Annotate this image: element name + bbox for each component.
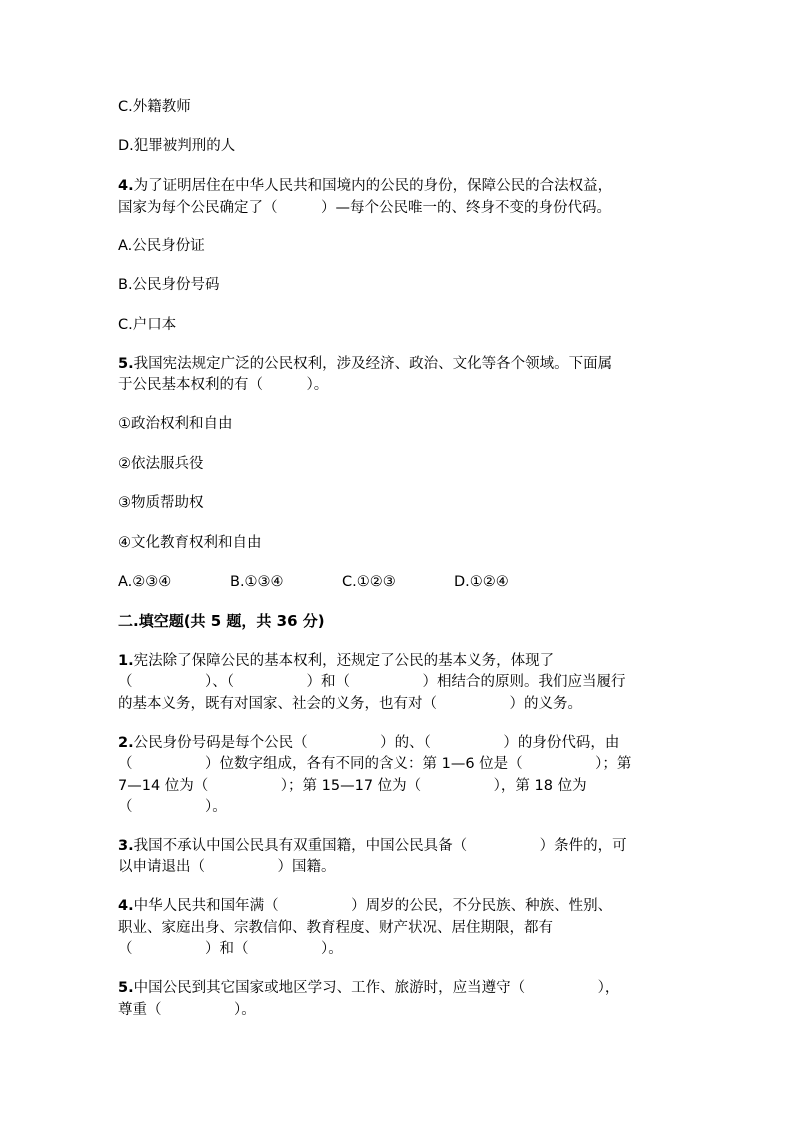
question-number: 1.: [118, 653, 134, 669]
stem-line: 我国不承认中国公民具有双重国籍，中国公民具备（ ）条件的，可: [133, 838, 627, 854]
stem-line: 宪法除了保障公民的基本权利，还规定了公民的基本义务，体现了: [133, 653, 555, 669]
stem-line: 中国公民到其它国家或地区学习、工作、旅游时，应当遵守（ ），: [133, 980, 620, 996]
question-stem: [118, 978, 619, 998]
question-stem: [118, 733, 619, 753]
option-d: D.①②④: [454, 574, 509, 590]
section-title: 二.填空题(共 5 题，共 36 分): [118, 612, 325, 630]
stem-line: 职业、家庭出身、宗教信仰、教育程度、财产状况、居住期限，都有: [118, 920, 553, 936]
option-c: C.①②③: [342, 574, 396, 590]
statement-1: ①政治权利和自由: [118, 416, 233, 432]
option-d: D.犯罪被判刑的人: [118, 138, 236, 154]
question-number: 4.: [118, 178, 134, 194]
option-a: A.公民身份证: [118, 238, 205, 254]
stem-line: 7—14 位为（ ）；第 15—17 位为（ ），第 18 位为: [118, 778, 587, 794]
option-c: C.外籍教师: [118, 99, 191, 115]
stem-line: 以申请退出（ ）国籍。: [118, 859, 336, 875]
stem-line: 公民身份号码是每个公民（ ）的、（ ）的身份代码，由: [133, 735, 620, 751]
stem-line: 我国宪法规定广泛的公民权利，涉及经济、政治、文化等各个领域。下面属: [133, 356, 613, 372]
options-row: [118, 572, 566, 592]
stem-line: 于公民基本权利的有（ ）。: [118, 377, 329, 393]
stem-line: （ ）和（ ）。: [118, 941, 343, 957]
question-number: 4.: [118, 898, 134, 914]
statement-2: ②依法服兵役: [118, 456, 204, 472]
option-b: B.①③④: [230, 574, 284, 590]
statement-3: ③物质帮助权: [118, 495, 204, 511]
question-number: 3.: [118, 838, 134, 854]
question-number: 5.: [118, 356, 134, 372]
stem-line: 尊重（ ）。: [118, 1002, 256, 1018]
stem-line: 的基本义务，既有对国家、社会的义务，也有对（ ）的义务。: [118, 696, 582, 712]
question-stem: [118, 896, 612, 916]
statement-4: ④文化教育权利和自由: [118, 535, 262, 551]
stem-line: （ ）。: [118, 799, 227, 815]
question-number: 2.: [118, 735, 134, 751]
question-stem: [118, 836, 627, 856]
option-c: C.户口本: [118, 317, 177, 333]
question-number: 5.: [118, 980, 134, 996]
stem-line: 中华人民共和国年满（ ）周岁的公民，不分民族、种族、性别、: [133, 898, 613, 914]
option-a: A.②③④: [118, 574, 172, 590]
question-stem: [118, 651, 554, 671]
question-stem: [118, 176, 612, 196]
stem-line: 国家为每个公民确定了（ ）—每个公民唯一的、终身不变的身份代码。: [118, 200, 611, 216]
question-stem: [118, 354, 612, 374]
option-b: B.公民身份号码: [118, 277, 220, 293]
stem-line: 为了证明居住在中华人民共和国境内的公民的身份，保障公民的合法权益，: [133, 178, 613, 194]
stem-line: （ ）位数字组成，各有不同的含义：第 1—6 位是（ ）；第: [118, 756, 632, 772]
stem-line: （ ）、（ ）和（ ）相结合的原则。我们应当履行: [118, 674, 626, 690]
